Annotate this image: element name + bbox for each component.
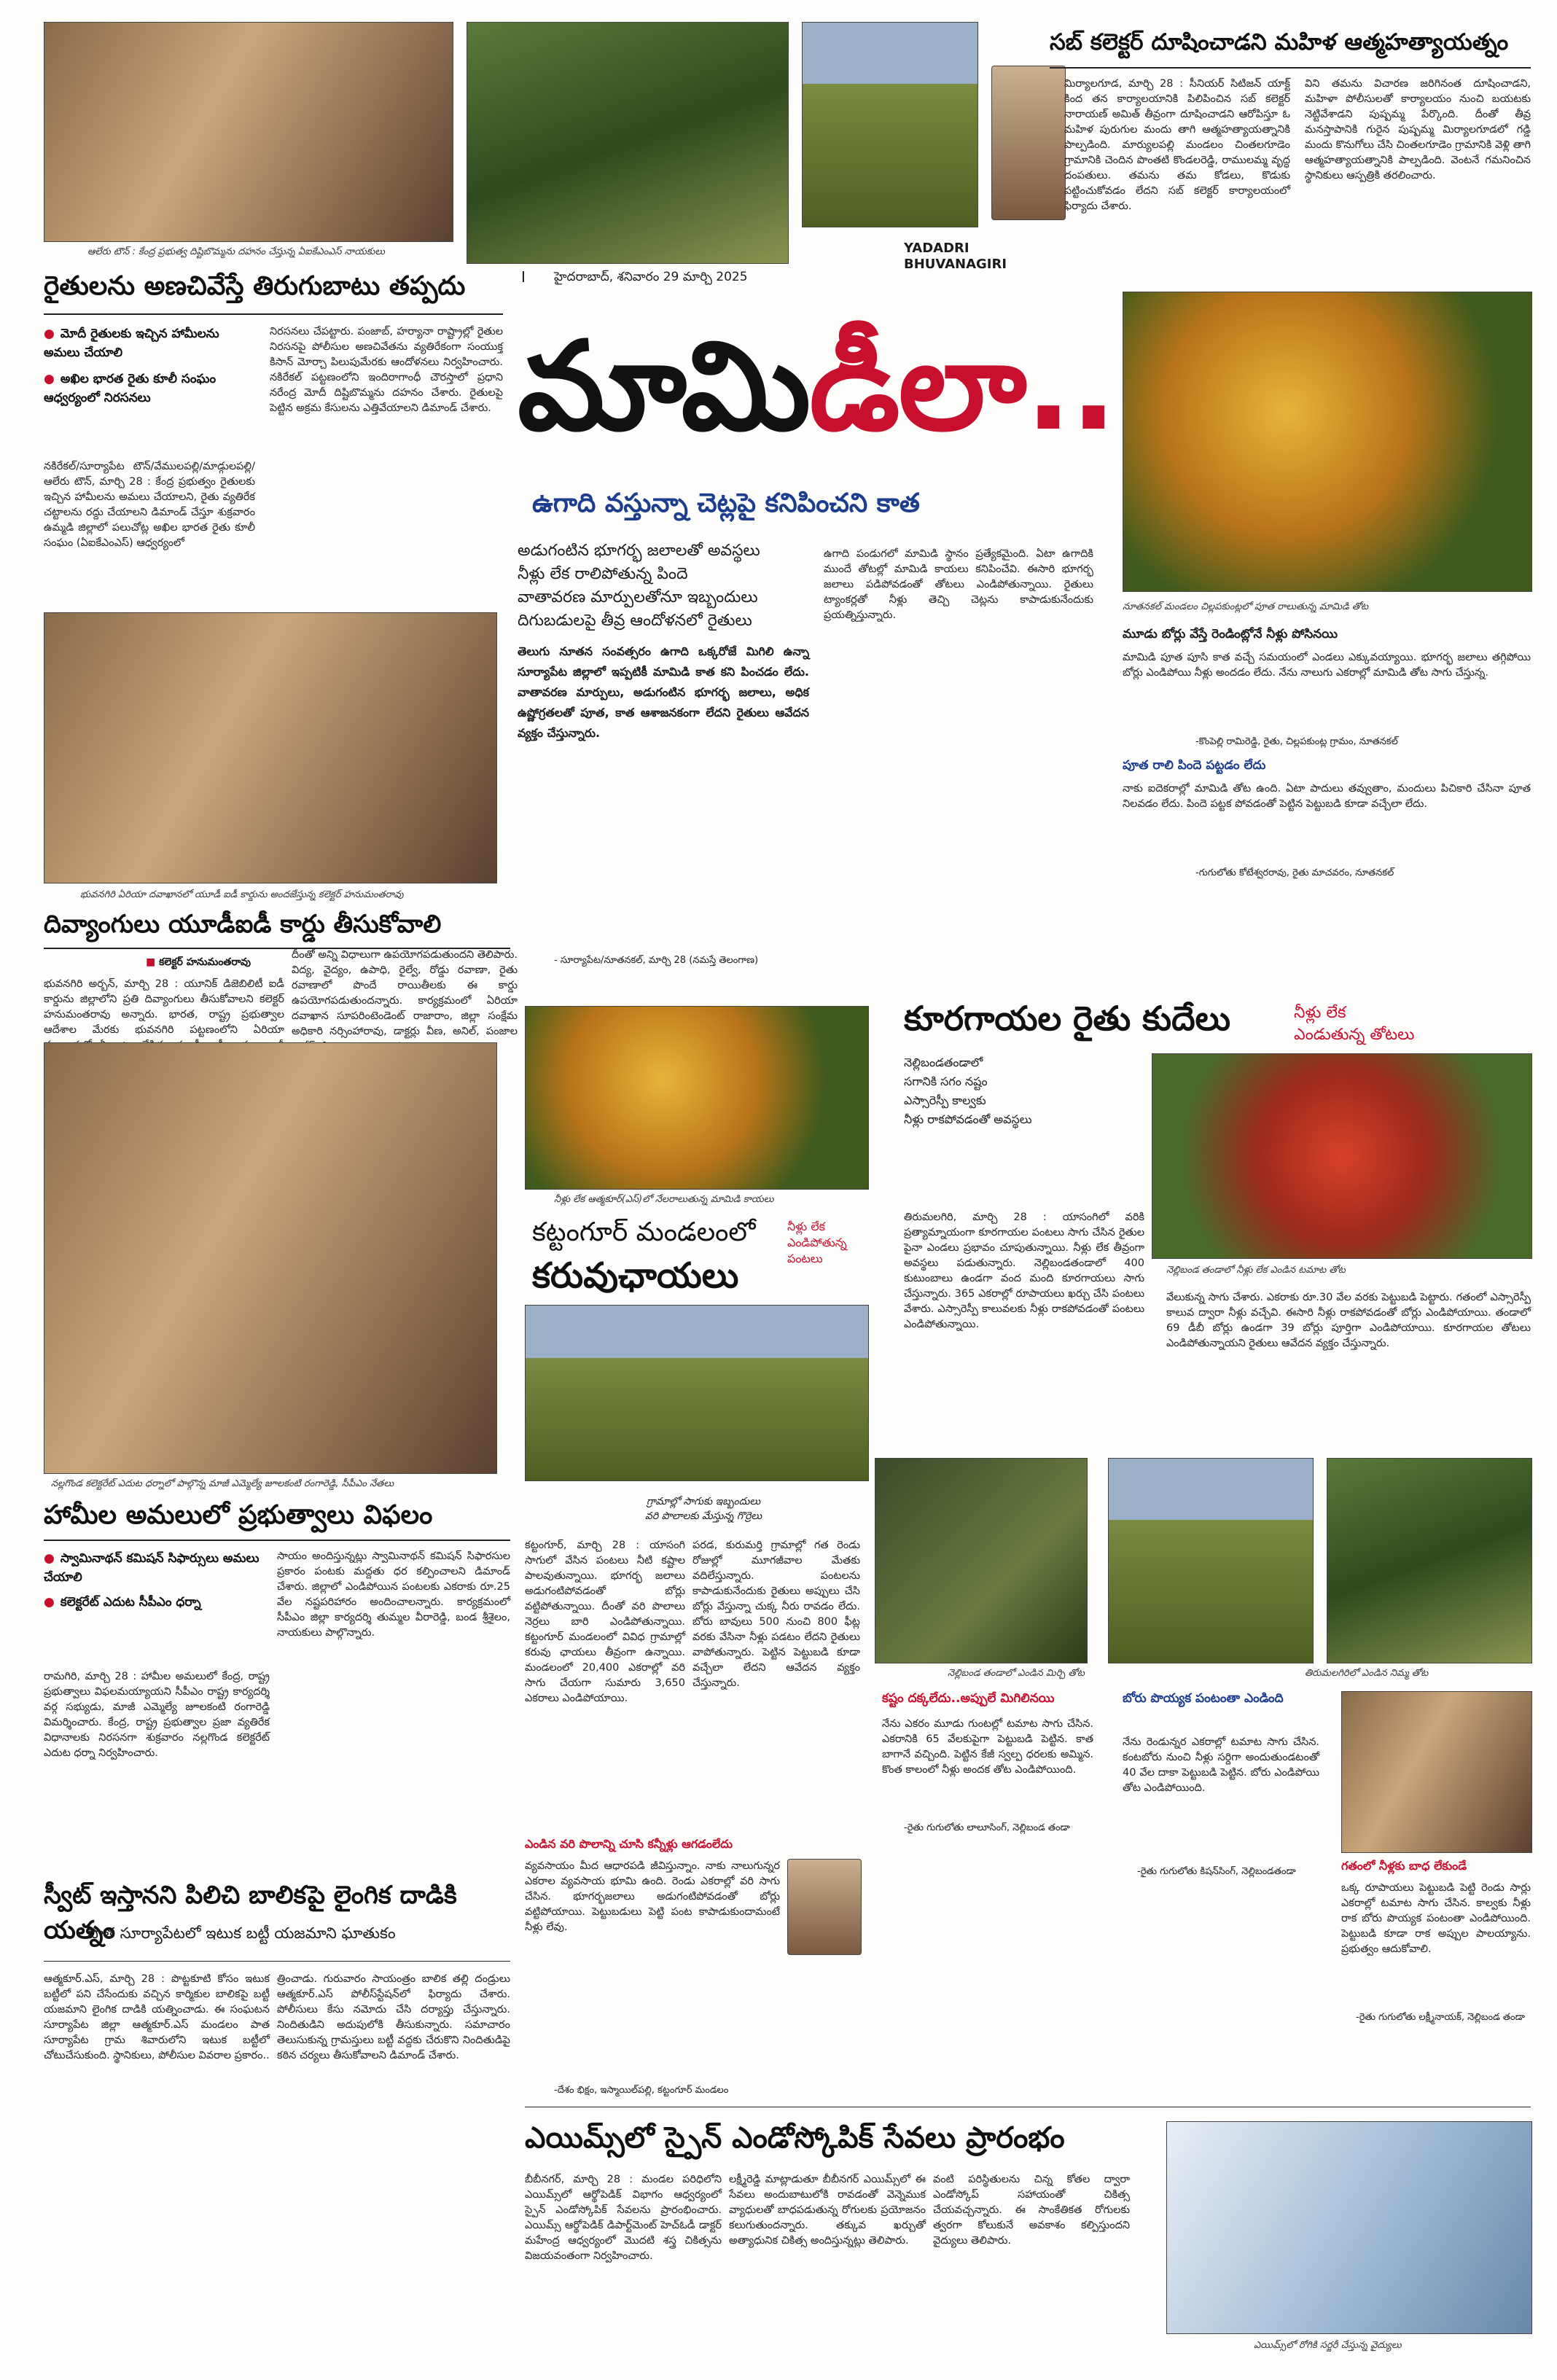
harassment-subheadline: పాత సూర్యాపేటలో ఇటుక బట్టీ యజమాని ఘాతుకం xyxy=(87,1924,396,1942)
lemon-box-attribution: -రైతు గుగులోతు లక్ష్మీనాయక్, నెల్లిబండ తండా xyxy=(1356,2012,1525,2023)
disabled-photo-caption: భువనగిరి ఏరియా దవాఖానలో యూడీ ఐడీ కార్డును అందజేస్తున్న కలెక్టర్ హనుమంతరావు xyxy=(80,889,404,900)
surgery-photo-caption: ఎయిమ్స్‌లో రోగికి సర్జరీ చేస్తున్న వైద్యులు xyxy=(1254,2340,1402,2351)
drought-col3: వ్యవసాయం మీద ఆధారపడి జీవిస్తున్నాం. నాకు నాలుగున్నర ఎకరాల వ్యవసాయ భూమి ఉంది. రెండు ఎకరాల్లో వరి సాగు చేసిన. భూగర్భజలాలు అడుగంటిపోవడంతో బోర్లు వట్టిపోయాయి. పెట్టుబడులు పెట్టి పంట కాపాడుకుందామంటే నీళ్లు లేవు. xyxy=(525,1860,780,1933)
divider xyxy=(1050,67,1531,69)
lemon-photo-caption: తిరుమలగిరిలో ఎండిన నిమ్మ తోట xyxy=(1305,1668,1429,1679)
main-credit: - సూర్యాపేట/నూతనకల్, మార్చి 28 (నమస్తే తెలంగాణ) xyxy=(554,955,759,966)
tomato-photo xyxy=(1152,1053,1532,1259)
farmers-col2: నిరసనలు చేపట్టారు. పంజాబ్, హర్యానా రాష్ట్రాల్లో రైతుల నిరసనపై పోలీసుల అణచివేతను వ్యతిరేకంగా సంయుక్త కిసాన్ మోర్చా పిలుపుమేరకు ఆందోళనలు నిర్వహించారు. నకిరేకల్ పట్టణంలోని ఇందిరాగాంధీ చౌరస్తాలో ప్రధాని నరేంద్ర మోదీ దిష్టిబొమ్మను దహనం చేశారు. రైతులపై పెట్టిన అక్రమ కేసులను ఎత్తివేయాలని డిమాండ్ చేశారు. xyxy=(270,326,503,414)
harassment-col1: ఆత్మకూర్.ఎస్, మార్చి 28 : పొట్టకూటి కోసం ఇటుక బట్టీలో పని చేసేందుకు వచ్చిన కార్మికుల బాలికపై బట్టీ యజమాని లైంగిక దాడికి యత్నించాడు. ఈ సంఘటన సూర్యాపేట జిల్లా ఆత్మకూర్.ఎస్ మండలం పాత సూర్యాపేట గ్రామ శివారులోని ఇటుక బట్టీలో చోటుచేసుకుంది. స్థానికులు, పోలీసుల వివరాల ప్రకారం.. xyxy=(44,1973,270,2061)
divider xyxy=(44,313,503,315)
quote1-attribution: -కొంపెల్లి రామిరెడ్డి, రైతు, చిల్లపకుంట్ల గ్రామం, నూతనకల్ xyxy=(1195,736,1398,747)
coconut-box-attribution: -రైతు గుగులోతు కిషన్‌సింగ్, నెల్లిబండతండా xyxy=(1137,1866,1296,1877)
farmers-bullets xyxy=(44,324,241,407)
dry-field-photo xyxy=(802,22,978,227)
page-number: I xyxy=(521,268,526,286)
edition-line-2: BHUVANAGIRI xyxy=(904,257,1007,272)
main-headline-part2: డీలా.. xyxy=(809,315,1116,458)
deck-line: అడుగంటిన భూగర్భ జలాలతో అవస్థలు xyxy=(518,542,760,560)
edition-name xyxy=(904,241,1007,273)
coconut-box-title: బోరు పొయ్యక పంటంతా ఎండింది xyxy=(1123,1691,1284,1706)
deck-line: నెల్లిబండతండాలో xyxy=(904,1056,983,1069)
lemon-photo xyxy=(1327,1458,1532,1663)
drought-side-head xyxy=(787,1219,847,1267)
bullet-item: ● అఖిల భారత రైతు కూలీ సంఘం ఆధ్వర్యంలో నిరసనలు xyxy=(44,370,241,407)
disabled-col1: భువనగిరి అర్బన్, మార్చి 28 : యూనిక్ డిజెబిలిటీ ఐడీ కార్డును జిల్లాలోని ప్రతి దివ్యాంగులు తీసుకోవాలని కలెక్టర్ హనుమంతరావు అన్నారు. భారత, రాష్ట్ర ప్రభుత్వాల ఆదేశాల మేరకు భువనగిరి పట్టణంలోని ఏరియా xyxy=(44,978,284,1036)
mango-photo xyxy=(1123,292,1532,592)
drought-col2: పరడ, కురుమర్తి గ్రామాల్లో గత రెండు రోజుల్లో మూగజీవాల మేతకు వదిలేస్తున్నారు. పంటలను కాపాడుకునేందుకు రైతులు అప్పులు చేసి బోర్లు వేస్తున్నా చుక్క నీరు రావడం లేదు. బోరు బావులు 500 నుంచి 800 ఫీట్ల వరకు వేసినా నీళ్లు పడటం లేదని రైతులు వాపోతున్నారు. పెట్టిన పెట్టుబడి కూడా వచ్చేలా లేదని ఆవేదన వ్యక్తం చేస్తున్నారు. xyxy=(692,1540,860,1689)
side-head-line: పంటలు xyxy=(787,1252,823,1265)
quote1-text: మామిడి పూత పూసి కాత వచ్చే సమయంలో ఎండలు ఎక్కువయ్యాయి. భూగర్భ జలాలు తగ్గిపోయి బోర్లు ఎండిపోయి నీళ్లు అందడం లేదు. నేను నాలుగు ఎకరాల్లో మామిడి తోట సాగు చేస్తున్న. xyxy=(1123,652,1531,679)
chili-photo xyxy=(875,1458,1088,1663)
mango-tree-photo xyxy=(467,22,789,264)
guarantees-bullets xyxy=(44,1549,262,1612)
vegetable-col1: తిరుమలగిరి, మార్చి 28 : యాసంగిలో వరికి ప్రత్యామ్నాయంగా కూరగాయల పంటలు సాగు చేసిన రైతుల పైనా ఎండలు ప్రభావం చూపుతున్నాయి. నీళ్లు లేక తీవ్రంగా అవస్థలు పడుతున్నారు. నెల్లిబండతండాలో 400 కుటుంబాలు ఉండగా వంద మంది కూరగాయలు సాగు చేస్తున్నారు. 365 ఎకరాల్లో రూపాయలు ఖర్చు చేసి పంటలు వేశారు. ఎస్సారెస్పీ కాలువలకు నీళ్లు రాకపోవడంతో పంటలు ఎండిపోతున్నాయి. xyxy=(904,1212,1144,1330)
main-subheadline: ఉగాది వస్తున్నా చెట్లపై కనిపించని కాత xyxy=(532,488,920,518)
main-headline xyxy=(518,315,1116,458)
suicide-headline: సబ్ కలెక్టర్ దూషించాడని మహిళ ఆత్మహత్యాయత్నం xyxy=(1050,29,1509,55)
edition-line-1: YADADRI xyxy=(904,241,969,256)
disabled-byline: ■ కలెక్టర్ హనుమంతరావు xyxy=(146,956,251,968)
main-deck xyxy=(518,539,809,633)
kicker-line: గ్రామాల్లో సాగుకు ఇబ్బందులు xyxy=(646,1496,761,1507)
cpm-protest-photo xyxy=(44,1042,497,1474)
drought-headline-2: కరువుఛాయలు xyxy=(532,1255,739,1296)
aiims-col2: లక్ష్మీరెడ్డి మాట్లాడుతూ బీబీనగర్ ఎయిమ్స్‌లో ఈ సేవలు అందుబాటులోకి రావడంతో వెన్నెముక వ్యాధులతో బాధపడుతున్న రోగులకు ప్రయోజనం కలుగుతుందన్నారు. తక్కువ ఖర్చుతో అత్యాధునిక చికిత్స అందిస్తున్నట్లు తెలిపారు. xyxy=(729,2174,926,2247)
cpm-photo-caption: నల్లగొండ కలెక్టరేట్ ఎదుట ధర్నాలో పాల్గొన్న మాజీ ఎమ్మెల్యే జూలకంటి రంగారెడ్డి, సీపీఎం నేతలు xyxy=(51,1478,394,1489)
sheep-field-photo xyxy=(525,1305,869,1481)
drought-kicker xyxy=(539,1494,867,1523)
disabled-headline: దివ్యాంగులు యూడీఐడీ కార్డు తీసుకోవాలి xyxy=(44,910,442,939)
side-head-line: నీళ్లు లేక xyxy=(787,1220,825,1233)
chili-photo-caption: నెల్లిబండ తండాలో ఎండిన మిర్చి తోట xyxy=(948,1668,1085,1679)
aiims-col1: బీబీనగర్, మార్చి 28 : మండల పరిధిలోని ఎయిమ్స్‌లో ఆర్థోపెడిక్ విభాగం ఆధ్వర్యంలో స్పైన్ ఎండోస్కోపిక్ సేవలను ప్రారంభించారు. ఎయిమ్స్ ఆర్థోపెడిక్ డిపార్ట్‌మెంట్ హెచ్‌ఓడీ డాక్టర్ మహేంద్ర ఆధ్వర్యంలో మొదటి శస్త్ర చికిత్సను విజయవంతంగా నిర్వహించారు. xyxy=(525,2174,722,2262)
tomato-photo-caption: నెల్లిబండ తండాలో నీళ్లు లేక ఎండిన టమాట తోట xyxy=(1166,1265,1346,1276)
deck-line: సగానికి సగం నష్టం xyxy=(904,1074,988,1088)
vegetable-headline: కూరగాయల రైతు కుదేలు xyxy=(904,999,1231,1038)
quote2-attribution: -గుగులోతు కోటేశ్వరరావు, రైతు మాచవరం, నూతనకల్ xyxy=(1195,867,1394,878)
harassment-col2: త్రించాడు. గురువారం సాయంత్రం బాలిక తల్లి దండ్రులు ఆత్మకూర్.ఎస్ పోలీస్‌స్టేషన్‌లో ఫిర్యాదు చేశారు. పోలీసులు కేసు నమోదు చేసి దర్యాప్తు చేస్తున్నారు. నిందితుడిని అదుపులోకి తీసుకున్నారు. సమాచారం తెలుసుకున్న గ్రామస్తులు బట్టీ వద్దకు చేరుకొని నిందితుడిపై కఠిన చర్యలు తీసుకోవాలని డిమాండ్ చేశారు. xyxy=(277,1973,510,2061)
guarantees-col2: సాయం అందిస్తున్నట్లు స్వామినాథన్ కమిషన్ సిఫారసుల ప్రకారం పంటకు మద్దతు ధర కల్పించాలని డిమాండ్ చేశారు. జిల్లాలో ఎండిపోయిన పంటలకు ఎకరాకు రూ.25 వేల నష్టపరిహారం అందించాలన్నారు. కార్యక్రమంలో సీపీఎం జిల్లా కార్యదర్శి తుమ్మల వీరారెడ్డి, బండ శ్రీశైలం, నాయకులు పాల్గొన్నారు. xyxy=(277,1550,510,1639)
drought-subhead: ఎండిన వరి పొలాన్ని చూసి కన్నీళ్లు ఆగడంలేదు xyxy=(525,1837,733,1851)
protest-photo-caption: ఆలేరు టౌన్ : కేంద్ర ప్రభుత్వ దిష్టిబొమ్మను దహనం చేస్తున్న ఏఐకేఎంఎస్ నాయకులు xyxy=(87,246,385,257)
field-photo xyxy=(1108,1458,1314,1663)
disabled-col2: దీంతో అన్ని విధాలుగా ఉపయోగపడుతుందని తెలిపారు. విద్య, వైద్యం, ఉపాధి, రైల్వే, రోడ్డు రవాణా, రైతు రవాణాలో పొందే రాయితీలకు ఈ కార్డు ఉపయోగపడుతుందన్నారు. కార్యక్రమంలో ఏరియా దవాఖాన సూపరింటెండెంట్ రాజారాం, జిల్లా సంక్షేమ అధికారి నర్సింహారావు, డాక్టర్లు వీణ, అనిల్, పంజాల xyxy=(292,949,518,1037)
disabled-photo xyxy=(44,612,497,883)
fallen-mango-caption: నీళ్లు లేక ఆత్మకూర్(ఎస్)లో నేలరాలుతున్న మామిడి కాయలు xyxy=(554,1194,774,1205)
deck-line: నీళ్లు లేక రాలిపోతున్న పిందె xyxy=(518,565,688,583)
side-head-line: ఎండిపోతున్న xyxy=(787,1236,847,1249)
divider xyxy=(44,1961,510,1962)
suicide-col2: విని తమను విచారణ జరిగినంత దూషించాడని, మహిళా పోలీసులతో కార్యాలయం నుంచి బయటకు నెట్టివేశాడని పుష్పమ్మ పేర్కొంది. దీంతో తీవ్ర మనస్తాపానికి గురైన పుష్పమ్మ మిర్యాలగూడలో గడ్డి మందు కొనుగోలు చేసి చింతలగూడెం గ్రామానికి వెళ్లి తాగి ఆత్మహత్యాయత్నానికి పాల్పడింది. వెంటనే గమనించిన స్థానికులు ఆస్పత్రికి తరలించారు. xyxy=(1305,78,1531,182)
vegetable-side-head xyxy=(1294,1002,1414,1046)
divider xyxy=(44,1540,510,1541)
deck-line: ఎస్సారెస్పీ కాల్వకు xyxy=(904,1093,986,1107)
mango-photo-caption: నూతనకల్ మండలం చిల్లపకుంట్లలో పూత రాలుతున్న మామిడి తోట xyxy=(1123,601,1369,612)
bullet-item: ● స్వామినాథన్ కమిషన్ సిఫార్సులు అమలు చేయాలి xyxy=(44,1549,262,1587)
drought-quote-attribution: -దేశం భిక్షం, ఇస్మాయిల్‌పల్లి, కట్టంగూర్ మండలం xyxy=(554,2085,729,2096)
bullet-item: ● కలెక్టరేట్ ఎదుట సీపీఎం ధర్నా xyxy=(44,1593,262,1612)
chili-box-text: నేను ఎకరం మూడు గుంటల్లో టమాట సాగు చేసిన. ఎకరానికి 65 వేలకుపైగా పెట్టుబడి పెట్టిన. కాత బాగానే వచ్చింది. పెట్టిన కేజీ స్వల్ప ధరలకు అమ్మిన. కొంత కాలంలో నీళ్లు అందక తోట ఎండిపోయింది. xyxy=(882,1718,1093,1776)
chili-box-attribution: -రైతు గుగులోతు లాలూసింగ్, నెల్లిబండ తండా xyxy=(904,1822,1070,1833)
deck-line: నీళ్లు రాకపోవడంతో అవస్థలు xyxy=(904,1112,1032,1126)
fallen-mango-photo xyxy=(525,1006,869,1190)
kicker-line: వరి పొలాలకు మేస్తున్న గొర్రెలు xyxy=(644,1510,762,1522)
side-head-line: నీళ్లు లేక xyxy=(1294,1004,1346,1022)
aiims-headline: ఎయిమ్స్‌లో స్పైన్ ఎండోస్కోపిక్ సేవలు ప్రారంభం xyxy=(525,2121,1065,2155)
protest-photo xyxy=(44,22,453,242)
quote2-title: పూత రాలి పిందె పట్టడం లేదు xyxy=(1123,758,1266,773)
lemon-box-text: ఒక్క రూపాయలు పెట్టుబడి పెట్టి రెండు సార్లు ఎకరాల్లో టమాట సాగు చేసిన. కాల్వకు నీళ్లు రాక బోరు పొయ్యక పంటంతా ఎండిపోయింది. పెట్టుబడి కూడా రాక అప్పుల పాలయ్యాను. ప్రభుత్వం ఆదుకోవాలి. xyxy=(1341,1882,1531,1955)
main-headline-part1: మామి xyxy=(518,315,810,458)
quote1-title: మూడు బోర్లు వేస్తే రెండింట్లోనే నీళ్లు పోసినయి xyxy=(1123,627,1338,641)
farmer-photo xyxy=(1341,1691,1532,1853)
deck-line: వాతావరణ మార్పులతోనూ ఇబ్బందులు xyxy=(518,588,758,606)
coconut-box-text: నేను రెండున్నర ఎకరాల్లో టమాట సాగు చేసిన. కంటబోరు నుంచి నీళ్లు సర్దిగా అందుతుండటంతో 40 వేల దాకా పెట్టుబడి పెట్టిన. బోరు ఎండిపోయి తోట ఎండిపోయింది. xyxy=(1123,1736,1319,1794)
farmers-col1: నకిరేకల్/సూర్యాపేట టౌన్/వేములపల్లి/మాడ్గులపల్లి/ఆలేరు టౌన్, మార్చి 28 : కేంద్ర ప్రభుత్వం రైతులకు ఇచ్చిన హామీలను అమలు చేయాలని, రైతు వ్యతిరేక చట్టాలను రద్దు చేయాలని డిమాండ్ చేస్తూ శుక్రవారం ఉమ్మడి జిల్లాలో పలుచోట్ల అఖిల భారత రైతు కూలీ సంఘం (ఏఐకేఎంఎస్) ఆధ్వర్యంలో xyxy=(44,461,255,549)
main-lead: తెలుగు నూతన సంవత్సరం ఉగాది ఒక్కరోజే మిగిలి ఉన్నా సూర్యాపేట జిల్లాలో ఇప్పటికీ మామిడి కాత కని పించడం లేదు. వాతావరణ మార్పులు, అడుగంటిన భూగర్భ జలాలు, అధిక ఉష్ణోగ్రతలతో పూత, కాత ఆశాజనకంగా లేదని రైతులు ఆవేదన వ్యక్తం చేస్తున్నారు. xyxy=(518,644,809,740)
suicide-col1: మిర్యాలగూడ, మార్చి 28 : సీనియర్ సిటిజన్ యాక్ట్ కింద తన కార్యాలయానికి పిలిపించిన సబ్ కలెక్టర్ నారాయణ్ అమిత్ తీవ్రంగా దూషించాడని ఆరోపిస్తూ ఓ మహిళ పురుగుల మందు తాగి ఆత్మహత్యాయత్నానికి పాల్పడింది. మార్యులపల్లి మండలం చింతలగూడెం గ్రామానికి చెందిన పొంతటి కొండలరెడ్డి, రాములమ్మ వృద్ధ దంపతులు. తమను తమ కోడలు, కొడుకు పట్టించుకోవడం లేదని సబ్ కలెక్టర్ కార్యాలయంలో ఫిర్యాదు చేశారు. xyxy=(1064,78,1290,212)
dateline: హైదరాబాద్, శనివారం 29 మార్చి 2025 xyxy=(554,270,748,284)
deck-line: దిగుబడులపై తీవ్ర ఆందోళనలో రైతులు xyxy=(518,612,752,630)
vegetable-deck xyxy=(904,1053,1144,1129)
drought-col1: కట్టంగూర్, మార్చి 28 : యాసంగి సాగులో వేసిన పంటలు నీటి కష్టాల పాలవుతున్నాయి. భూగర్భ జలాలు అడుగంటిపోవడంతో బోర్లు వట్టిపోతున్నాయి. దీంతో వరి పొలాలు నెర్రలు బారి ఎండిపోతున్నాయి. కట్టంగూర్ మండలంలో వివిధ గ్రామాల్లో కరువు ఛాయలు తీవ్రంగా ఉన్నాయి. మండలంలో 20,400 ఎకరాల్లో వరి సాగు చేయగా సుమారు 3,650 ఎకరాలు ఎండిపోయాయి. xyxy=(525,1540,685,1704)
farmers-headline: రైతులను అణచివేస్తే తిరుగుబాటు తప్పదు xyxy=(44,271,466,301)
guarantees-col1: రామగిరి, మార్చి 28 : హామీల అమలులో కేంద్ర, రాష్ట్ర ప్రభుత్వాలు విఫలమయ్యాయని సీపీఎం రాష్ట్ర కార్యదర్శి వర్గ సభ్యుడు, మాజీ ఎమ్మెల్యే జూలకంటి రంగారెడ్డి విమర్శించారు. కేంద్ర, రాష్ట్ర ప్రభుత్వాల ప్రజా వ్యతిరేక విధానాలకు నిరసనగా శుక్రవారం నల్లగొండ కలెక్టరేట్ ఎదుట ధర్నా నిర్వహించారు. xyxy=(44,1671,270,1759)
harassment-headline: స్వీట్ ఇస్తానని పిలిచి బాలికపై లైంగిక దాడికి యత్నం xyxy=(44,1881,457,1945)
main-col-right: ఉగాది పండుగలో మామిడి స్థానం ప్రత్యేకమైంది. ఏటా ఉగాదికి ముందే తోటల్లో మామిడి కాయలు కనిపించేవి. ఈసారి భూగర్భ జలాలు పడిపోవడంతో తోటలు ఎండిపోతున్నాయి. రైతులు ట్యాంకర్లతో నీళ్లు తెచ్చి చెట్లను కాపాడుకునేందుకు ప్రయత్నిస్తున్నారు. xyxy=(824,548,1093,621)
guarantees-headline: హామీల అమలులో ప్రభుత్వాలు విఫలం xyxy=(44,1500,433,1530)
side-head-line: ఎండుతున్న తోటలు xyxy=(1294,1026,1415,1044)
byline-text: కలెక్టర్ హనుమంతరావు xyxy=(159,956,251,968)
chili-box-title: కష్టం దక్కలేదు..అప్పులే మిగిలినయి xyxy=(882,1691,1055,1706)
quote2-text: నాకు ఐదెకరాల్లో మామిడి తోట ఉంది. ఏటా పాదులు తవ్వుతాం, మందులు పిచికారి చేసినా పూత నిలవడం లేదు. పిందె పట్టక పోవడంతో పెట్టిన పెట్టుబడి కూడా వచ్చేలా లేదు. xyxy=(1123,783,1531,810)
lemon-box-title: గతంలో నీళ్లకు బాధ లేకుండే xyxy=(1341,1859,1467,1873)
woman-portrait xyxy=(991,66,1066,220)
aiims-col3: వంటి పరిస్థితులను చిన్న కోతల ద్వారా ఎండోస్కోప్ సహాయంతో చికిత్స చేయవచ్చన్నారు. ఈ సాంకేతికత రోగులకు త్వరగా కోలుకునే అవకాశం కల్పిస్తుందని వైద్యులు తెలిపారు. xyxy=(933,2174,1130,2247)
drought-headline-1: కట్టంగూర్ మండలంలో xyxy=(532,1217,756,1247)
surgery-photo xyxy=(1166,2121,1532,2334)
vegetable-col2: వేలుకున్న సాగు చేశారు. ఎకరాకు రూ.30 వేల వరకు పెట్టుబడి పెట్టారు. గతంలో ఎస్సారెస్పీ కాలువ ద్వారా నీళ్లు వచ్చేవి. ఈసారి నీళ్లు రాకపోవడంతో బోర్లు ఎండిపోయాయి. తండాలో 69 డీబీ బోర్లు ఉండగా 39 బోర్లు పూర్తిగా ఎండిపోయాయి. కూరగాయల తోటలు ఎండిపోతున్నాయని రైతులు ఆవేదన వ్యక్తం చేస్తున్నారు. xyxy=(1166,1292,1531,1349)
farmer-portrait xyxy=(787,1859,862,1955)
bullet-item: ● మోదీ రైతులకు ఇచ్చిన హామీలను అమలు చేయాలి xyxy=(44,324,241,362)
